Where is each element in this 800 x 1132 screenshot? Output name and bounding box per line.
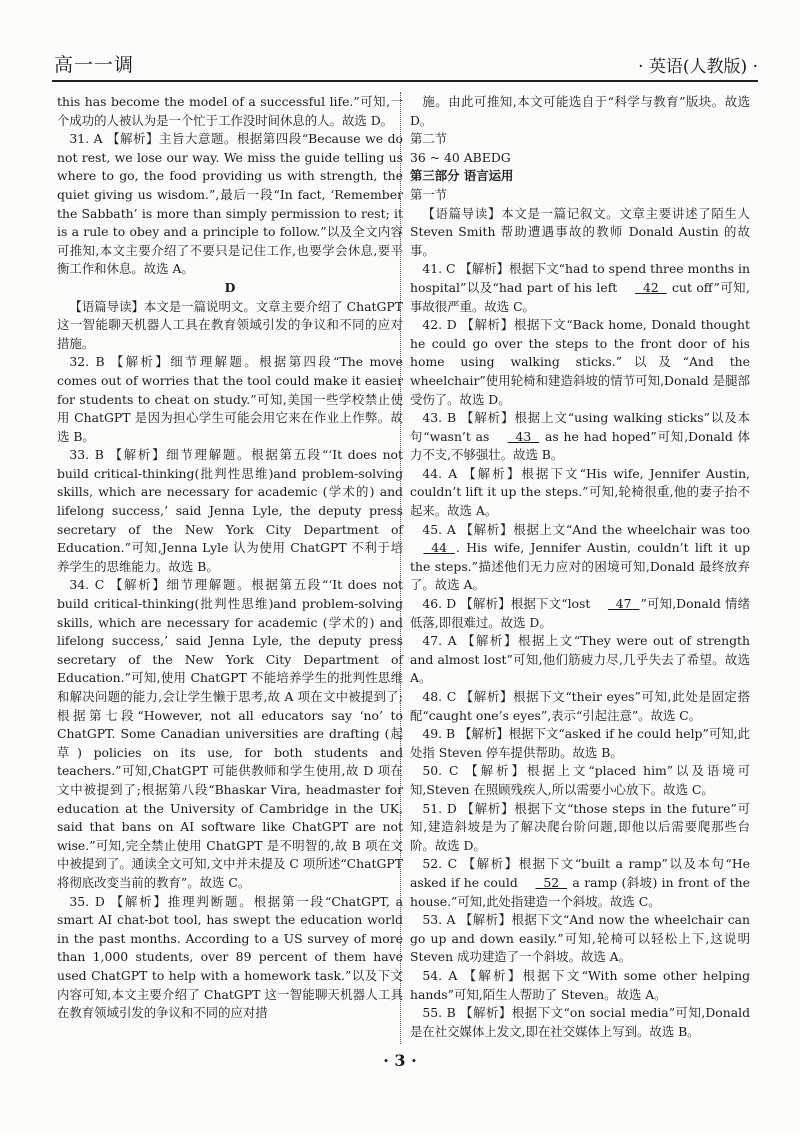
answer-text: ”可知,Donald 情绪低落,即很难过。故选 D。 bbox=[410, 596, 750, 630]
blank-number: 52 bbox=[535, 874, 568, 890]
answer-item bbox=[410, 855, 750, 911]
answer-line: 36 ~ 40 ABEDG bbox=[410, 149, 511, 165]
answer-paragraph: 【语篇导读】本文是一篇说明文。文章主要介绍了 ChatGPT 这一智能聊天机器人工具在教育领域引发的争议和不同的应对措施。 bbox=[57, 298, 403, 351]
answer-text: 48. C 【解析】根据下文“their eyes”可知,此处是固定搭配“caught one’s eyes”,表示“引起注意”。故选 C。 bbox=[410, 689, 750, 723]
answer-paragraph: this has become the model of a successful life.”可知,一个成功的人被认为是一个忙于工作没时间休息的人。故选 D。 bbox=[57, 94, 403, 128]
answer-text: 42. D 【解析】根据下文“Back home, Donald thought he could go over the steps to the front door of his home using walking sticks.”以及“And the wheelchair”使用轮椅和建造斜坡的情节可知,Donald 是腿部受伤了。故选 D。 bbox=[410, 317, 750, 407]
part-title: 第三部分 语言运用 bbox=[410, 168, 514, 184]
answer-item bbox=[410, 521, 750, 595]
answer-item bbox=[410, 409, 750, 465]
answer-text: 55. B 【解析】根据下文“on social media”可知,Donald 是在社交媒体上发文,即在社交媒体上写到。故选 B。 bbox=[410, 1005, 750, 1039]
answer-list bbox=[410, 260, 750, 1041]
answer-text: 50. C 【解析】根据上文“placed him”以及语境可知,Steven 在照顾残疾人,所以需要小心放下。故选 C。 bbox=[410, 763, 750, 797]
answer-item bbox=[410, 260, 750, 316]
answer-item bbox=[410, 632, 750, 688]
answer-text: 46. D 【解析】根据下文“lost bbox=[422, 596, 595, 612]
section-title: 第二节 bbox=[410, 131, 448, 147]
right-column bbox=[410, 93, 750, 1041]
answer-text: as he had hoped”可知,Donald 体力不支,不够强壮。故选 B。 bbox=[410, 428, 750, 463]
page-number: · 3 · bbox=[383, 1051, 417, 1070]
answer-text: 43. B 【解析】根据上文“using walking sticks”以及本句“wasn’t as bbox=[410, 410, 750, 444]
answer-text: 47. A 【解析】根据上文“They were out of strength and almost lost”可知,他们筋疲力尽,几乎失去了希望。故选 A。 bbox=[410, 633, 750, 686]
blank-number: 47 bbox=[607, 596, 640, 612]
answer-text: 45. A 【解析】根据上文“And the wheelchair was too bbox=[422, 521, 750, 537]
blank-number: 42 bbox=[635, 279, 667, 295]
blank-number: 44 bbox=[423, 540, 455, 556]
answer-item bbox=[410, 762, 750, 799]
answer-text: 41. C 【解析】根据下文“had to spend three months in hospital”以及“had part of his left bbox=[410, 261, 750, 295]
answer-item bbox=[410, 1004, 750, 1041]
answer-text: 52. C 【解析】根据下文“built a ramp”以及本句“He asked if he could bbox=[410, 856, 750, 890]
answer-paragraph: 31. A 【解析】主旨大意题。根据第四段“Because we do not rest, we lose our way. We miss the guide telling us where to go, the food providing us with strength, the quiet giving us wisdom.”,最后一段“In fact, ‘Remember the Sabbath’ is more than simply permission to rest; it is a rule to obey and a principle to follow.”以及全文内容可推知,本文主要介绍了不要只是记住工作,也要学会休息,要平衡工作和休息。故选 A。 bbox=[57, 131, 403, 277]
reading-guide: 【语篇导读】本文是一篇记叙文。文章主要讲述了陌生人 Steven Smith 帮助遭遇事故的教师 Donald Austin 的故事。 bbox=[410, 205, 750, 258]
answer-text: a ramp (斜坡) in front of the house.”可知,此处指建造一个斜坡。故选 C。 bbox=[410, 874, 750, 909]
answer-item bbox=[410, 725, 750, 762]
answer-paragraph: 33. B 【解析】细节理解题。根据第五段“‘It does not build critical-thinking(批判性思维)and problem-solving skills, which are necessary for academic (学术的) and lifelong success,’ said Jenna Lyle, the deputy press secretary of the New York City Department of Education.”可知,Jenna Lyle 认为使用 ChatGPT 不利于培养学生的思维能力。故选 B。 bbox=[57, 447, 403, 574]
header-subject: · 英语(人教版) · bbox=[638, 57, 758, 77]
answer-text: 49. B 【解析】根据下文“asked if he could help”可知,此处指 Steven 停车提供帮助。故选 B。 bbox=[410, 726, 750, 760]
answer-item bbox=[410, 465, 750, 521]
section-title: 第一节 bbox=[410, 186, 448, 202]
section-heading: D bbox=[224, 279, 236, 295]
page-header bbox=[52, 46, 758, 82]
answer-item bbox=[410, 911, 750, 967]
answer-paragraph: 35. D 【解析】推理判断题。根据第一段“ChatGPT, a smart AI chat-bot tool, has swept the education world in the past months. According to a US survey of more than 1,000 students, over 89 percent of them have used ChatGPT to help with a homework task.”以及下文内容可知,本文主要介绍了 ChatGPT 这一智能聊天机器人工具在教育领域引发的争议和不同的应对措 bbox=[57, 893, 403, 1021]
left-column bbox=[57, 93, 403, 1023]
answer-item bbox=[410, 688, 750, 725]
answer-item bbox=[410, 316, 750, 409]
answer-text: 51. D 【解析】根据下文“those steps in the future”可知,建造斜坡是为了解决爬台阶问题,即他以后需要爬那些台阶。故选 D。 bbox=[410, 800, 750, 853]
blank-number: 43 bbox=[507, 428, 540, 444]
answer-paragraph: 施。由此可推知,本文可能选自于“科学与教育”版块。故选 D。 bbox=[410, 94, 750, 128]
answer-text: 53. A 【解析】根据下文“And now the wheelchair can go up and down easily.”可知,轮椅可以轻松上下,这说明 Steven 成功建造了一个斜坡。故选 A。 bbox=[410, 912, 750, 965]
answer-text: . His wife, Jennifer Austin, couldn’t lift it up the steps.”描述他们无力应对的困境可知,Donald 最终放弃了。故选 A。 bbox=[410, 540, 750, 593]
answer-item bbox=[410, 967, 750, 1004]
answer-item bbox=[410, 595, 750, 632]
column-divider bbox=[400, 92, 401, 1044]
answer-text: 44. A 【解析】根据下文“His wife, Jennifer Austin, couldn’t lift it up the steps.”可知,轮椅很重,他的妻子抬不起来。故选 A。 bbox=[410, 465, 750, 519]
answer-paragraph: 32. B 【解析】细节理解题。根据第四段“The move comes out of worries that the tool could make it easier for students to cheat on study.”可知,美国一些学校禁止使用 ChatGPT 是因为担心学生可能会用它来在作业上作弊。故选 B。 bbox=[57, 354, 403, 444]
header-title: 高一一调 bbox=[54, 54, 135, 76]
answer-paragraph: 34. C 【解析】细节理解题。根据第五段“‘It does not build critical-thinking(批判性思维)and problem-solving skills, which are necessary for academic (学术的) and lifelong success,’ said Jenna Lyle, the deputy press secretary of the New York City Department of Education.”可知,使用 ChatGPT 不能培养学生的批判性思维和解决问题的能力,会让学生懒于思考,故 A 项在文中被提到了;根据第七段“However, not all educators say ‘no’ to ChatGPT. Some Canadian universities are drafting (起草) policies on its use, for both students and teachers.”可知,ChatGPT 可能供教师和学生使用,故 D 项在文中被提到了;根据第八段“Bhaskar Vira, headmaster for education at the University of Cambridge in the UK, said that bans on AI software like ChatGPT are not wise.”可知,完全禁止使用 ChatGPT 是不明智的,故 B 项在文中被提到了。通读全文可知,文中并未提及 C 项所述“ChatGPT 将彻底改变当前的教育”。故选 C。 bbox=[57, 577, 403, 890]
answer-text: cut off”可知,事故很严重。故选 C。 bbox=[410, 279, 750, 314]
answer-item bbox=[410, 800, 750, 856]
answer-text: 54. A 【解析】根据下文“With some other helping hands”可知,陌生人帮助了 Steven。故选 A。 bbox=[410, 967, 750, 1002]
